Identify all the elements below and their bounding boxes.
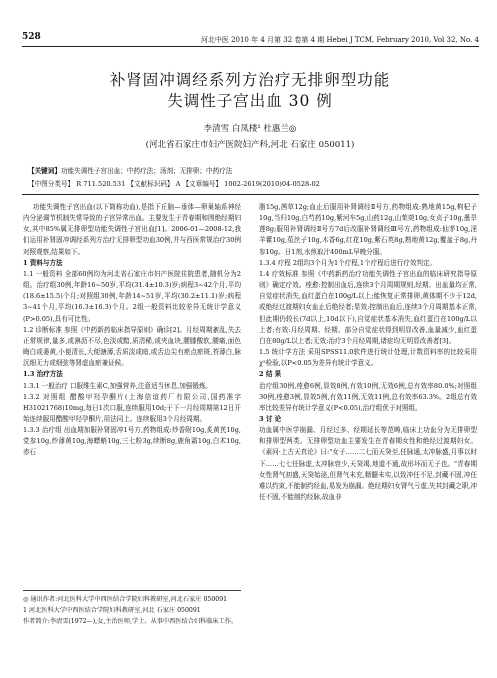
left_column-paragraph: 1.3.2 对照组 醋酸甲羟孕酮片(上海信谊药厂有限公司,国药准字H31021768)10mg,每日1次口服,连续服用10d;于下一月经周期第12日开始连续服用醋酸甲羟孕酮片,用法同上。连续服用3个月经周期。	[23, 392, 241, 423]
footnote-item: ◎ 通讯作者:河北医科大学中西医结合学院妇科教研室,河北石家庄 050091	[23, 596, 228, 603]
left_column-paragraph: 1.3.3 治疗组 出血期加服补肾固冲1号方,药物组成:炒香附10g,炙黄芪10g,党参10g,炒薄黄10g,海螵蛸10g,三七粉3g,续断8g,鹿角霜10g,白术10g,赤石	[23, 426, 241, 457]
footnote-item: 作者简介:李清雪(1972—),女,主治医师,学士。从事中西医结合妇科临床工作。	[23, 618, 238, 625]
keyword-divider	[22, 194, 479, 195]
right-column	[259, 202, 477, 503]
keywords-label: 【关键词】	[28, 167, 61, 175]
left_column-paragraph: 1.3 治疗方法	[23, 370, 63, 379]
right_column-paragraph: 3 讨 论	[259, 414, 282, 423]
classification-line: 【中图分类号】 R 711.520.531 【文献标识码】 A 【文章编号】 1002-2619(2010)04-0528-02	[28, 180, 320, 188]
right_column-paragraph: 治疗组30例,痊愈6例,显效8例,有效10例,无效6例,总有效率80.0%;对照组30例,痊愈3例,显效5例,有效11例,无效11例,总有效率63.3%。2组总有效率比较差异有统计学意义(P<0.05),治疗组优于对照组。	[259, 381, 477, 412]
footnote-item: 1 河北医科大学中西医结合学院妇科教研室,河北 石家庄 050091	[23, 607, 201, 614]
right_column-paragraph: 功血属中医学崩漏、月经过多、经期延长等范畴,临床上功血分为无排卵型和排卵型两类。无排卵型功血主要发生在青春期女性和绝经过渡期妇女。《素问·上古天真论》曰:"女子……二七而天癸至,任脉通,太冲脉盛,月事以时下……七七任脉虚,太冲脉衰少,天癸竭,地道不通,故形坏而无子也。"青春期女性肾气初盛,天癸始泌,但肾气未充,精髓未实,以致冲任不足,封藏不固,冲任难以约束,不能制约经血,易发为崩漏。绝经期妇女肾气亏虚,失其封藏之职,冲任不固,不能制约经脉,故血非	[259, 426, 477, 502]
page-number: 528	[22, 32, 41, 42]
left_column-paragraph: 1.3.1 一般治疗 口服维生素C,加强营养,注意适当休息,加强锻炼。	[23, 381, 212, 390]
left_column-paragraph: 1 资料与方法	[23, 258, 63, 267]
author-list: 李清雪 白凤楼¹ 杜惠兰◎	[203, 124, 297, 134]
right_column-paragraph: 2 结 果	[259, 370, 282, 379]
running-header	[22, 34, 479, 47]
keywords-line	[28, 165, 473, 178]
left-column	[23, 202, 241, 459]
footnotes	[23, 590, 241, 627]
article-title-line-1: 补肾固冲调经系列方治疗无排卵型功能	[109, 71, 391, 89]
article-title-line-2: 失调性子宫出血 30 例	[167, 92, 333, 110]
left_column-paragraph: 1.1 一般资料 全部60例均为河北省石家庄市妇产医院住院患者,随机分为2组。治疗组30例,年龄16~50岁,平均(31.4±10.3)岁;病程3~42个月,平均(18.6±15.5)个月;对照组30例,年龄14~51岁,平均(30.2±11.1)岁;病程3~41个月,平均(16.3±16.3)个月。2组一般资料比较差异无统计学意义(P>0.05),具有可比性。	[23, 269, 241, 323]
left_column-paragraph: 1.2 诊断标准 参照《中药新药临床指导原则》确诊[2]。月经周期紊乱,失去正常规律,量多,或淋沥不尽,色淡或黯,质清稀,或夹血块,腰膝酸软,腰痛,面色晦白或萎黄,小便清长,大便溏薄,舌质淡或暗,或舌边尖有瘀点瘀斑,苔薄白,脉沉细无力或细弦等肾虚血瘀兼证候。	[23, 325, 241, 368]
affiliation: (河北省石家庄市妇产医院妇产科,河北 石家庄 050011)	[145, 140, 355, 150]
keyword-block	[28, 165, 473, 191]
right_column-paragraph: 1.5 统计学方法 采用SPSS11.0软件进行统计处理,计数资料率的比较采用χ²检验,以P<0.05为差异有统计学意义。	[259, 348, 477, 368]
right_column-paragraph: 1.4 疗效标准 参照《中药新药治疗功能失调性子宫出血的临床研究指导原则》确定疗效。痊愈:控制出血后,连续3个月周期规则,经期、出血量均正常,自觉症状消失,血红蛋白在100g/L以上;能恢复正常排卵,黄体期不少于12d,或绝经过渡期妇女血止后绝经者;显效:控制出血后,连续3个月周期基本正常,但此期仍较长(7d以上,10d以下),自觉症状基本消失,血红蛋白在100g/L以上者;有效:月经周期、经期、部分自觉症状得到明显改善,血量减少,血红蛋白在80g/L以上者;无效:治疗3个月经周期,诸症均无明显改善者[3]。	[259, 269, 477, 345]
left_column-paragraph: 功能失调性子宫出血(以下简称功血),是指下丘脑—垂体—卵巢轴系神经内分泌调节机制失常导致的子宫异常出血。主要发生于青春期和围绝经期妇女,其中85%属无排卵型功能失调性子宫出血[1]。2006-01—2008-12,我们运用补肾固冲调经系列方治疗无排卵型功血30例,并与西医常规治疗30例对照观察,结果如下。	[23, 203, 241, 256]
right_column-paragraph: 1.3.4 疗程 2组均3个月为1个疗程,1个疗程后进行疗效判定。	[259, 258, 437, 267]
keywords-text: 功能失调性子宫出血；中药疗法；汤剂；无排卵；中药疗法	[60, 167, 233, 175]
right_column-paragraph: 脂15g,茜草12g;血止后服用补肾调经Ⅱ号方,药物组成:熟地黄15g,枸杞子10g,当归10g,白芍药10g,紫河车5g,山药12g,山茱萸10g,女贞子10g,墨旱莲8g;服用补肾调经Ⅱ号方7d后改服补肾调经Ⅲ号方,药物组成:仙茅10g,淫羊藿10g,菟丝子10g,木香6g,红花10g,紫石英8g,熟地黄12g,覆盆子8g,丹参10g。日1剂,水煎取汁400mL早晚分服。	[259, 203, 477, 256]
journal-citation: 河北中医 2010 年 4 月第 32 卷第 4 期 Hebei J TCM, February 2010, Vol 32, No. 4	[200, 36, 479, 44]
